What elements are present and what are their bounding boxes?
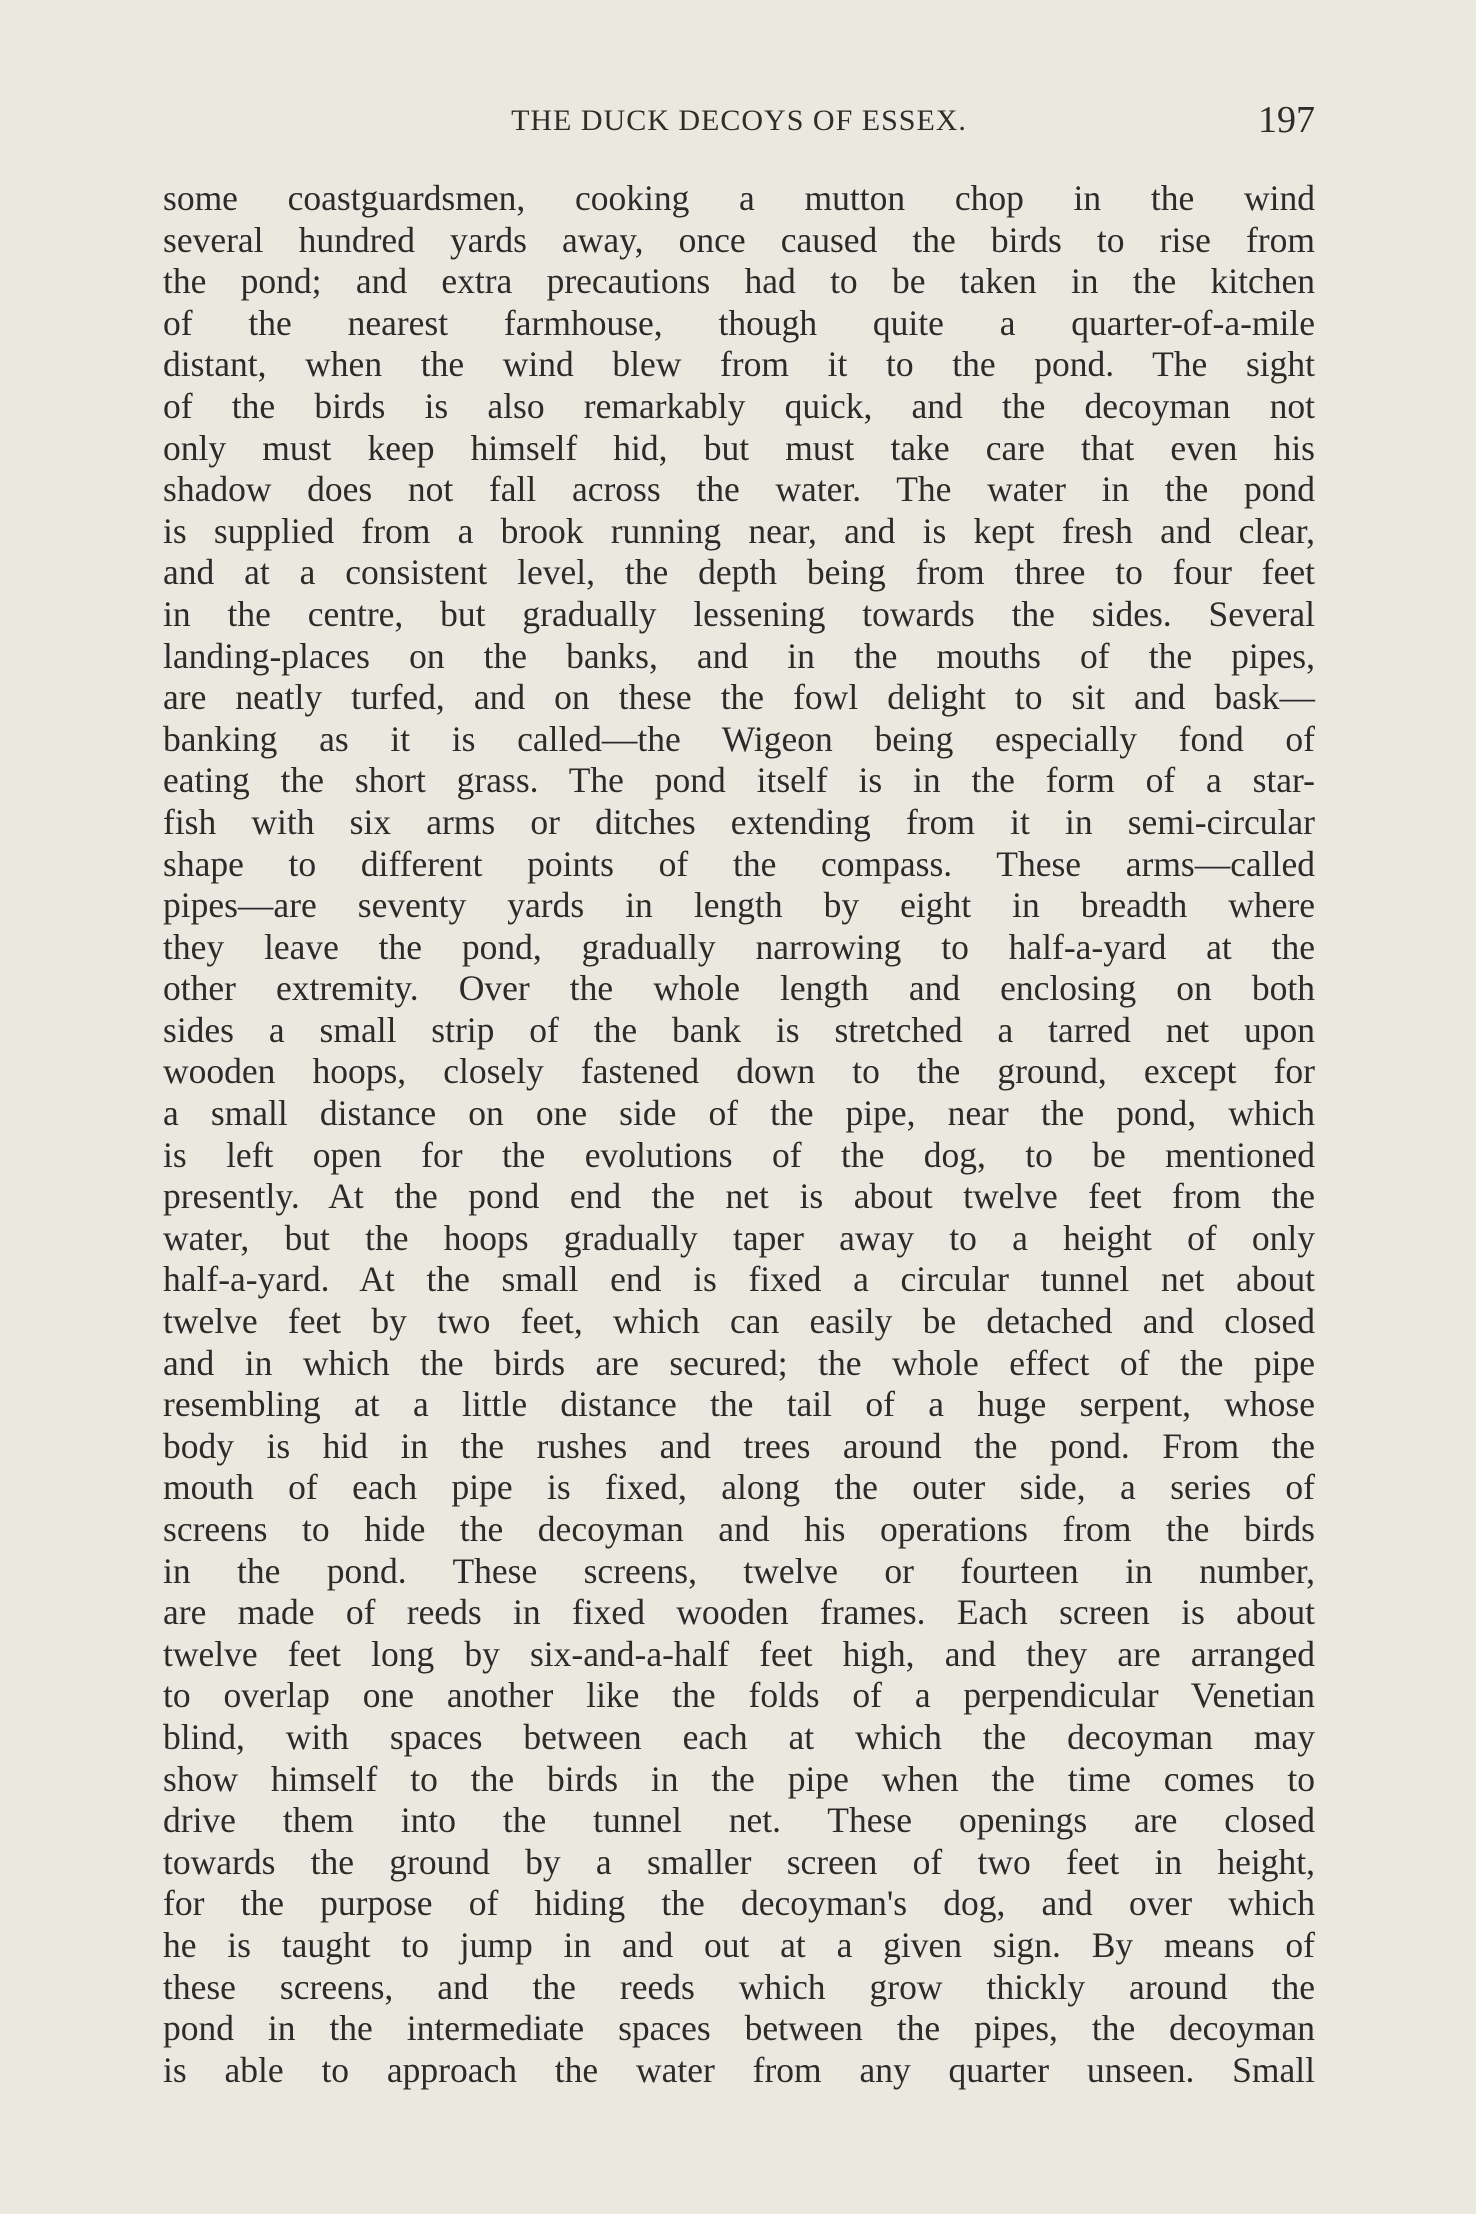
text-line: distant, when the wind blew from it to the pond. The sight: [163, 344, 1315, 385]
text-line: wooden hoops, closely fastened down to the ground, except for: [163, 1051, 1315, 1092]
text-line: water, but the hoops gradually taper away to a height of only: [163, 1217, 1315, 1258]
text-line: the pond; and extra precautions had to be taken in the kitchen: [163, 261, 1315, 302]
text-line: in the centre, but gradually lessening towards the sides. Several: [163, 593, 1315, 634]
running-head: [163, 98, 1315, 148]
text-line: they leave the pond, gradually narrowing to half-a-yard at the: [163, 926, 1315, 967]
text-line: he is taught to jump in and out at a given sign. By means of: [163, 1924, 1315, 1965]
text-line: is left open for the evolutions of the dog, to be mentioned: [163, 1134, 1315, 1175]
text-line: drive them into the tunnel net. These openings are closed: [163, 1800, 1315, 1841]
text-line: towards the ground by a smaller screen of two feet in height,: [163, 1841, 1315, 1882]
text-line: presently. At the pond end the net is about twelve feet from the: [163, 1176, 1315, 1217]
text-line: twelve feet by two feet, which can easily be detached and closed: [163, 1301, 1315, 1342]
text-line: screens to hide the decoyman and his operations from the birds: [163, 1509, 1315, 1549]
text-line: resembling at a little distance the tail of a huge serpent, whose: [163, 1384, 1315, 1425]
text-line: blind, with spaces between each at which the decoyman may: [163, 1716, 1315, 1757]
text-line: landing-places on the banks, and in the mouths of the pipes,: [163, 635, 1315, 676]
text-line: mouth of each pipe is fixed, along the outer side, a series of: [163, 1467, 1315, 1508]
text-line: banking as it is called—the Wigeon being especially fond of: [163, 718, 1315, 759]
text-line: in the pond. These screens, twelve or fourteen in number,: [163, 1550, 1315, 1591]
text-line: pond in the intermediate spaces between the pipes, the decoyman: [163, 2008, 1315, 2049]
text-line: shadow does not fall across the water. The water in the pond: [163, 469, 1315, 510]
body-text: [163, 178, 1315, 2091]
text-line: are neatly turfed, and on these the fowl delight to sit and bask—: [163, 677, 1315, 718]
text-line: other extremity. Over the whole length and enclosing on both: [163, 968, 1315, 1009]
text-line: fish with six arms or ditches extending from it in semi-circular: [163, 801, 1315, 842]
text-line: are made of reeds in fixed wooden frames. Each screen is about: [163, 1592, 1315, 1633]
text-line: these screens, and the reeds which grow thickly around the: [163, 1966, 1315, 2007]
text-line: for the purpose of hiding the decoyman's dog, and over which: [163, 1883, 1315, 1924]
text-line: is supplied from a brook running near, and is kept fresh and clear,: [163, 510, 1315, 551]
text-line: twelve feet long by six-and-a-half feet high, and they are arranged: [163, 1633, 1315, 1674]
text-line: pipes—are seventy yards in length by eight in breadth where: [163, 885, 1315, 926]
text-line: body is hid in the rushes and trees around the pond. From the: [163, 1425, 1315, 1466]
text-line: eating the short grass. The pond itself is in the form of a star-: [163, 760, 1315, 801]
text-line: of the nearest farmhouse, though quite a quarter-of-a-mile: [163, 302, 1315, 343]
page-number: 197: [1258, 99, 1315, 141]
text-line: shape to different points of the compass. These arms—called: [163, 843, 1315, 884]
text-line: show himself to the birds in the pipe when the time comes to: [163, 1758, 1315, 1799]
text-line: to overlap one another like the folds of a perpendicular Venetian: [163, 1675, 1315, 1716]
running-title: THE DUCK DECOYS OF ESSEX.: [511, 104, 967, 137]
text-line: is able to approach the water from any quarter unseen. Small: [163, 2049, 1315, 2090]
text-line: and at a consistent level, the depth being from three to four feet: [163, 552, 1315, 593]
text-line: only must keep himself hid, but must take care that even his: [163, 427, 1315, 468]
text-line: some coastguardsmen, cooking a mutton chop in the wind: [163, 178, 1315, 218]
text-line: sides a small strip of the bank is stretched a tarred net upon: [163, 1009, 1315, 1050]
text-line: several hundred yards away, once caused the birds to rise from: [163, 219, 1315, 260]
text-line: of the birds is also remarkably quick, and the decoyman not: [163, 385, 1315, 426]
text-line: a small distance on one side of the pipe, near the pond, which: [163, 1093, 1315, 1134]
text-line: half-a-yard. At the small end is fixed a circular tunnel net about: [163, 1259, 1315, 1300]
text-line: and in which the birds are secured; the whole effect of the pipe: [163, 1342, 1315, 1383]
